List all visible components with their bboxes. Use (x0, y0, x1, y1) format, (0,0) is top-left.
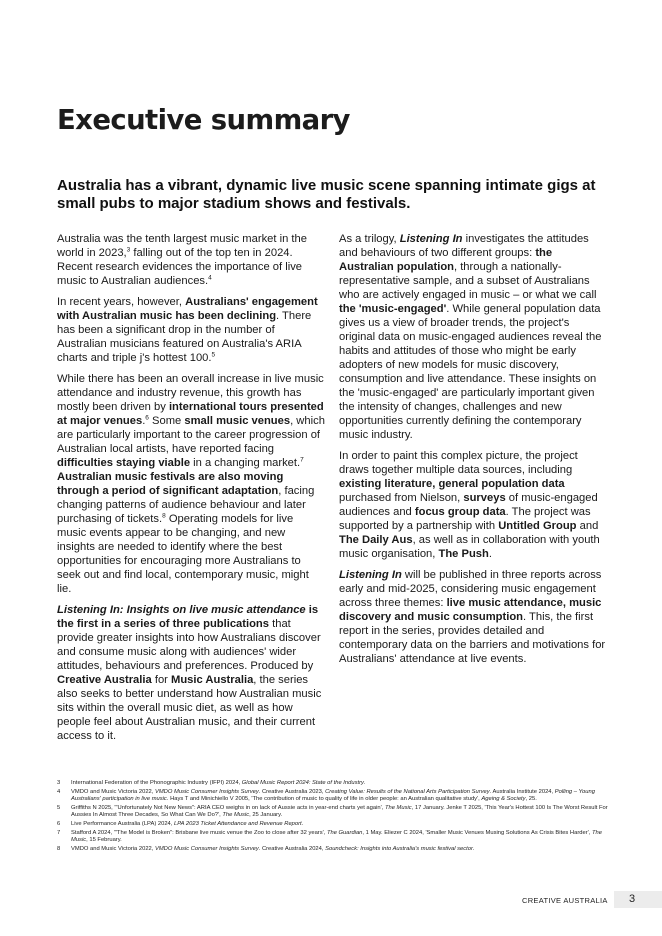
left-column (57, 232, 325, 750)
footnote-ref: 3 (126, 246, 131, 254)
paragraph: Listening In will be published in three reports across early and mid-2025, considering music engagement across three themes: live music attendance, music discovery and music consumption. This, the first report in the series, provides detailed and contemporary data on the barriers and motivations for Australians' attendance at live events. (339, 569, 606, 665)
paragraph: Listening In: Insights on live music attendance is the first in a series of three publications that provide greater insights into how Australians discover and consume music along with audiences' wider attitudes, behaviours and preferences. Produced by Creative Australia for Music Australia, the series also seeks to better understand how Australian music sits within the overall music diet, as well as how people feel about Australian music, and their current access to it. (57, 604, 322, 742)
paragraph: As a trilogy, Listening In investigates the attitudes and behaviours of two different groups: the Australian population, through a nationally-representative sample, and a subset of Australians who are actively engaged in music – or what we call the 'music-engaged'. While general population data gives us a view of broader trends, the project's original data on music-engaged audiences reveal the habits and attitudes of those who might be early adopters of new models for music discovery, consumption and live attendance. These insights on the 'music-engaged' are particularly important given the intensity of changes, challenges and new opportunities currently defining the contemporary music industry. (339, 233, 602, 441)
footnote-ref: 8 (162, 512, 166, 520)
footnote-number: 5 (57, 804, 61, 811)
footnote: 7 Stafford A 2024, '"The Model is Broken": Brisbane live music venue the Zoo to close after 32 years', The Guardian, 1 May. Eliezer C 2024, 'Smaller Music Venues Musing Solutions As Crisis Bites Harder', The Music, 15 February. (57, 829, 602, 844)
footnote-ref: 4 (208, 274, 212, 282)
paragraph: While there has been an overall increase in live music attendance and industry revenue, this growth has mostly been driven by international tours presented at major venues.$^6$ Some small music venues, which are particularly important to the career progression of Australian local artists, have reported facing difficulties staying viable in a changing market.$^7$ Australian music festivals are also moving through a period of significant adaptation, facing changing patterns of audience behaviour and later purchasing of tickets.$^8$ Operating models for live music events appear to be changing, and new insights are needed to identify where the best opportunities for encouraging more Australians to seek out and find local, contemporary music, might lie. (57, 373, 325, 595)
footnote-number: 3 (57, 780, 61, 786)
footnote: 8 VMDO and Music Victoria 2022, VMDO Music Consumer Insights Survey. Creative Australia 2024, Soundcheck: Insights into Australia's music festival sector. (57, 845, 475, 852)
right-column (339, 232, 607, 673)
footnote-ref: 6 (145, 414, 149, 422)
page-number-box (614, 891, 662, 908)
footnote: 3 International Federation of the Phonographic Industry (IFPI) 2024, Global Music Report 2024: State of the Industry. (57, 780, 366, 786)
footnotes (57, 780, 617, 854)
footnote-number: 6 (57, 820, 61, 827)
footer-label: CREATIVE AUSTRALIA (522, 896, 608, 905)
page-number: 3 (629, 893, 636, 905)
lead-statement: Australia has a vibrant, dynamic live music scene spanning intimate gigs at small pubs to major stadium shows and festivals. (57, 177, 596, 212)
footnote-ref: 5 (211, 351, 216, 359)
footnote-ref: 7 (300, 456, 304, 464)
page-title: Executive summary (57, 104, 350, 136)
paragraph: In order to paint this complex picture, the project draws together multiple data sources, including existing literature, general population data purchased from Nielson, surveys of music-engaged audiences and focus group data. The project was supported by a partnership with Untitled Group and The Daily Aus, as well as in collaboration with youth music organisation, The Push. (339, 450, 600, 560)
footnote-number: 4 (57, 788, 61, 795)
footnote: 5 Griffiths N 2025, '"Unfortunately Not New News": ARIA CEO weighs in on lack of Aussie acts in year-end charts yet again', The Music, 17 January. Jenke T 2025, 'This Year's Hottest 100 Is The Worst Result For Aussies In Almost Three Decades, So What Can We Do?', The Music, 25 January. (57, 804, 608, 819)
footnote: 6 Live Performance Australia (LPA) 2024, LPA 2023 Ticket Attendance and Revenue Report. (57, 820, 304, 827)
footnote-number: 7 (57, 829, 61, 836)
footnote: 4 VMDO and Music Victoria 2022, VMDO Music Consumer Insights Survey. Creative Australia 2023, Creating Value: Results of the National Arts Participation Survey. Australia Institute 2024, Polling – Young Australians' participation in live music. Hays T and Minichiello V 2005, 'The contribution of music to quality of life in older people: an Australian qualitative study', Ageing & Society, 25. (57, 788, 595, 803)
paragraph: In recent years, however, Australians' engagement with Australian music has been declining. There has been a significant drop in the number of Australian musicians featured on Australia's ARIA charts and triple j's hottest 100.$^5$ (57, 296, 318, 364)
footnote-number: 8 (57, 845, 61, 852)
paragraph: Australia was the tenth largest music market in the world in 2023,$^3$ falling out of the top ten in 2024. Recent research evidences the importance of live music to Australian audiences.$^4$ (57, 233, 307, 287)
